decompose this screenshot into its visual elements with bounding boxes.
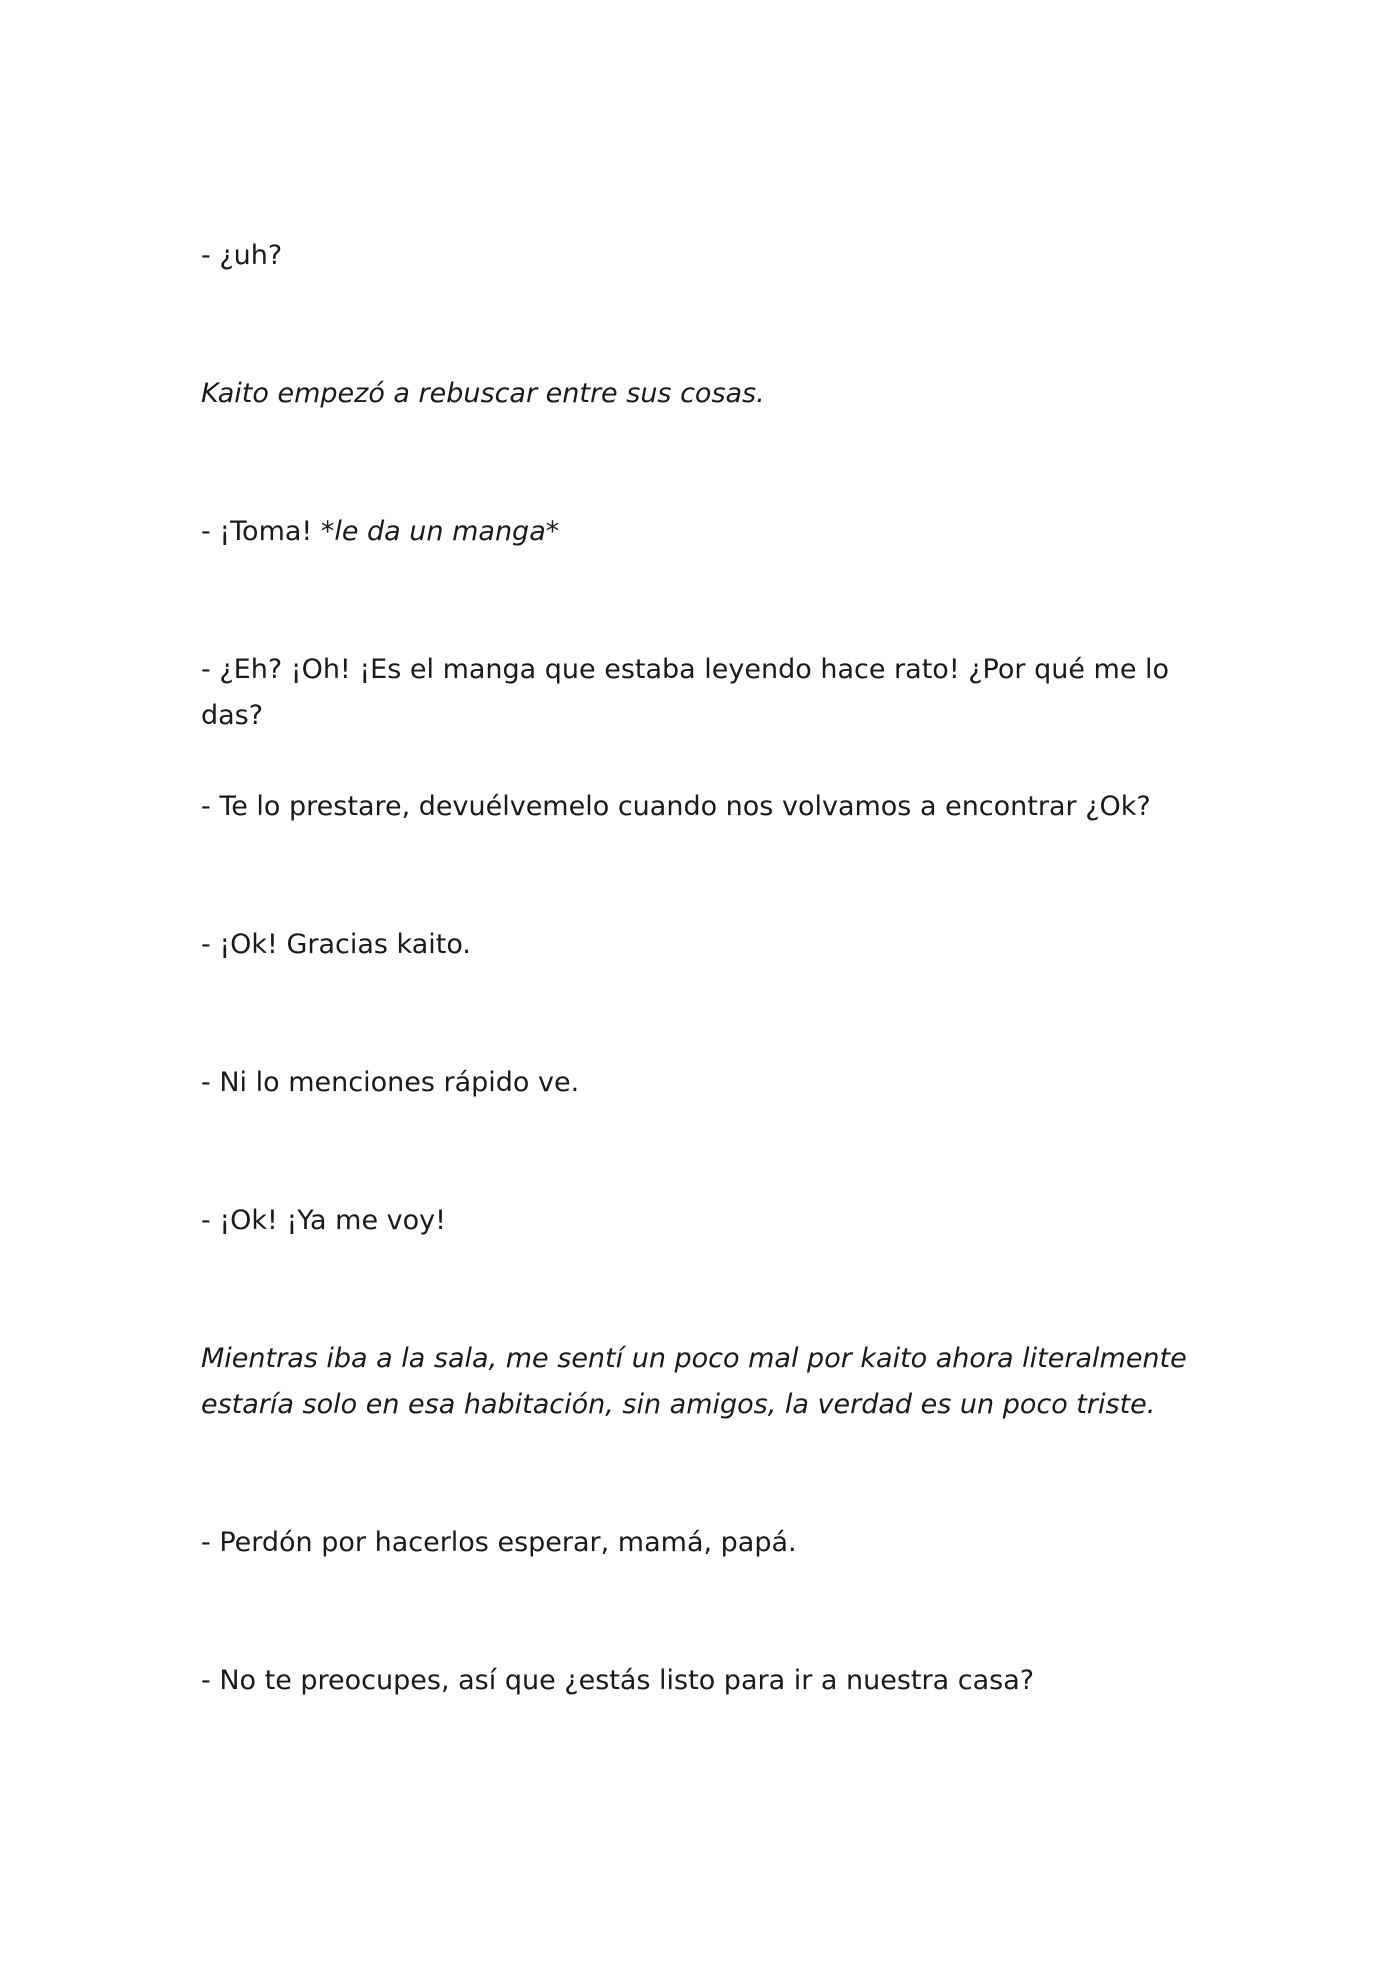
dialogue-line: - No te preocupes, así que ¿estás listo para ir a nuestra casa? bbox=[201, 1665, 1035, 1696]
dialogue-line: - ¿uh? bbox=[201, 240, 283, 271]
dialogue-line: - ¿Eh? ¡Oh! ¡Es el manga que estaba leyendo hace rato! ¿Por qué me lo das? bbox=[201, 654, 1178, 731]
dialogue-line: - ¡Ok! ¡Ya me voy! bbox=[201, 1205, 446, 1236]
stage-direction: *le da un manga* bbox=[320, 516, 560, 547]
dialogue-line bbox=[201, 509, 1201, 555]
dialogue-line: - Ni lo menciones rápido ve. bbox=[201, 1067, 580, 1098]
narration-line: Kaito empezó a rebuscar entre sus cosas. bbox=[201, 378, 765, 409]
dialogue-line: - Perdón por hacerlos esperar, mamá, papá. bbox=[201, 1527, 797, 1558]
dialogue-text: - ¡Toma! bbox=[201, 516, 321, 547]
dialogue-line: - Te lo prestare, devuélvemelo cuando nos volvamos a encontrar ¿Ok? bbox=[201, 791, 1151, 822]
narration-paragraph: Mientras iba a la sala, me sentí un poco mal por kaito ahora literalmente estaría solo en esa habitación, sin amigos, la verdad es un poco triste. bbox=[201, 1343, 1196, 1420]
dialogue-line: - ¡Ok! Gracias kaito. bbox=[201, 929, 471, 960]
